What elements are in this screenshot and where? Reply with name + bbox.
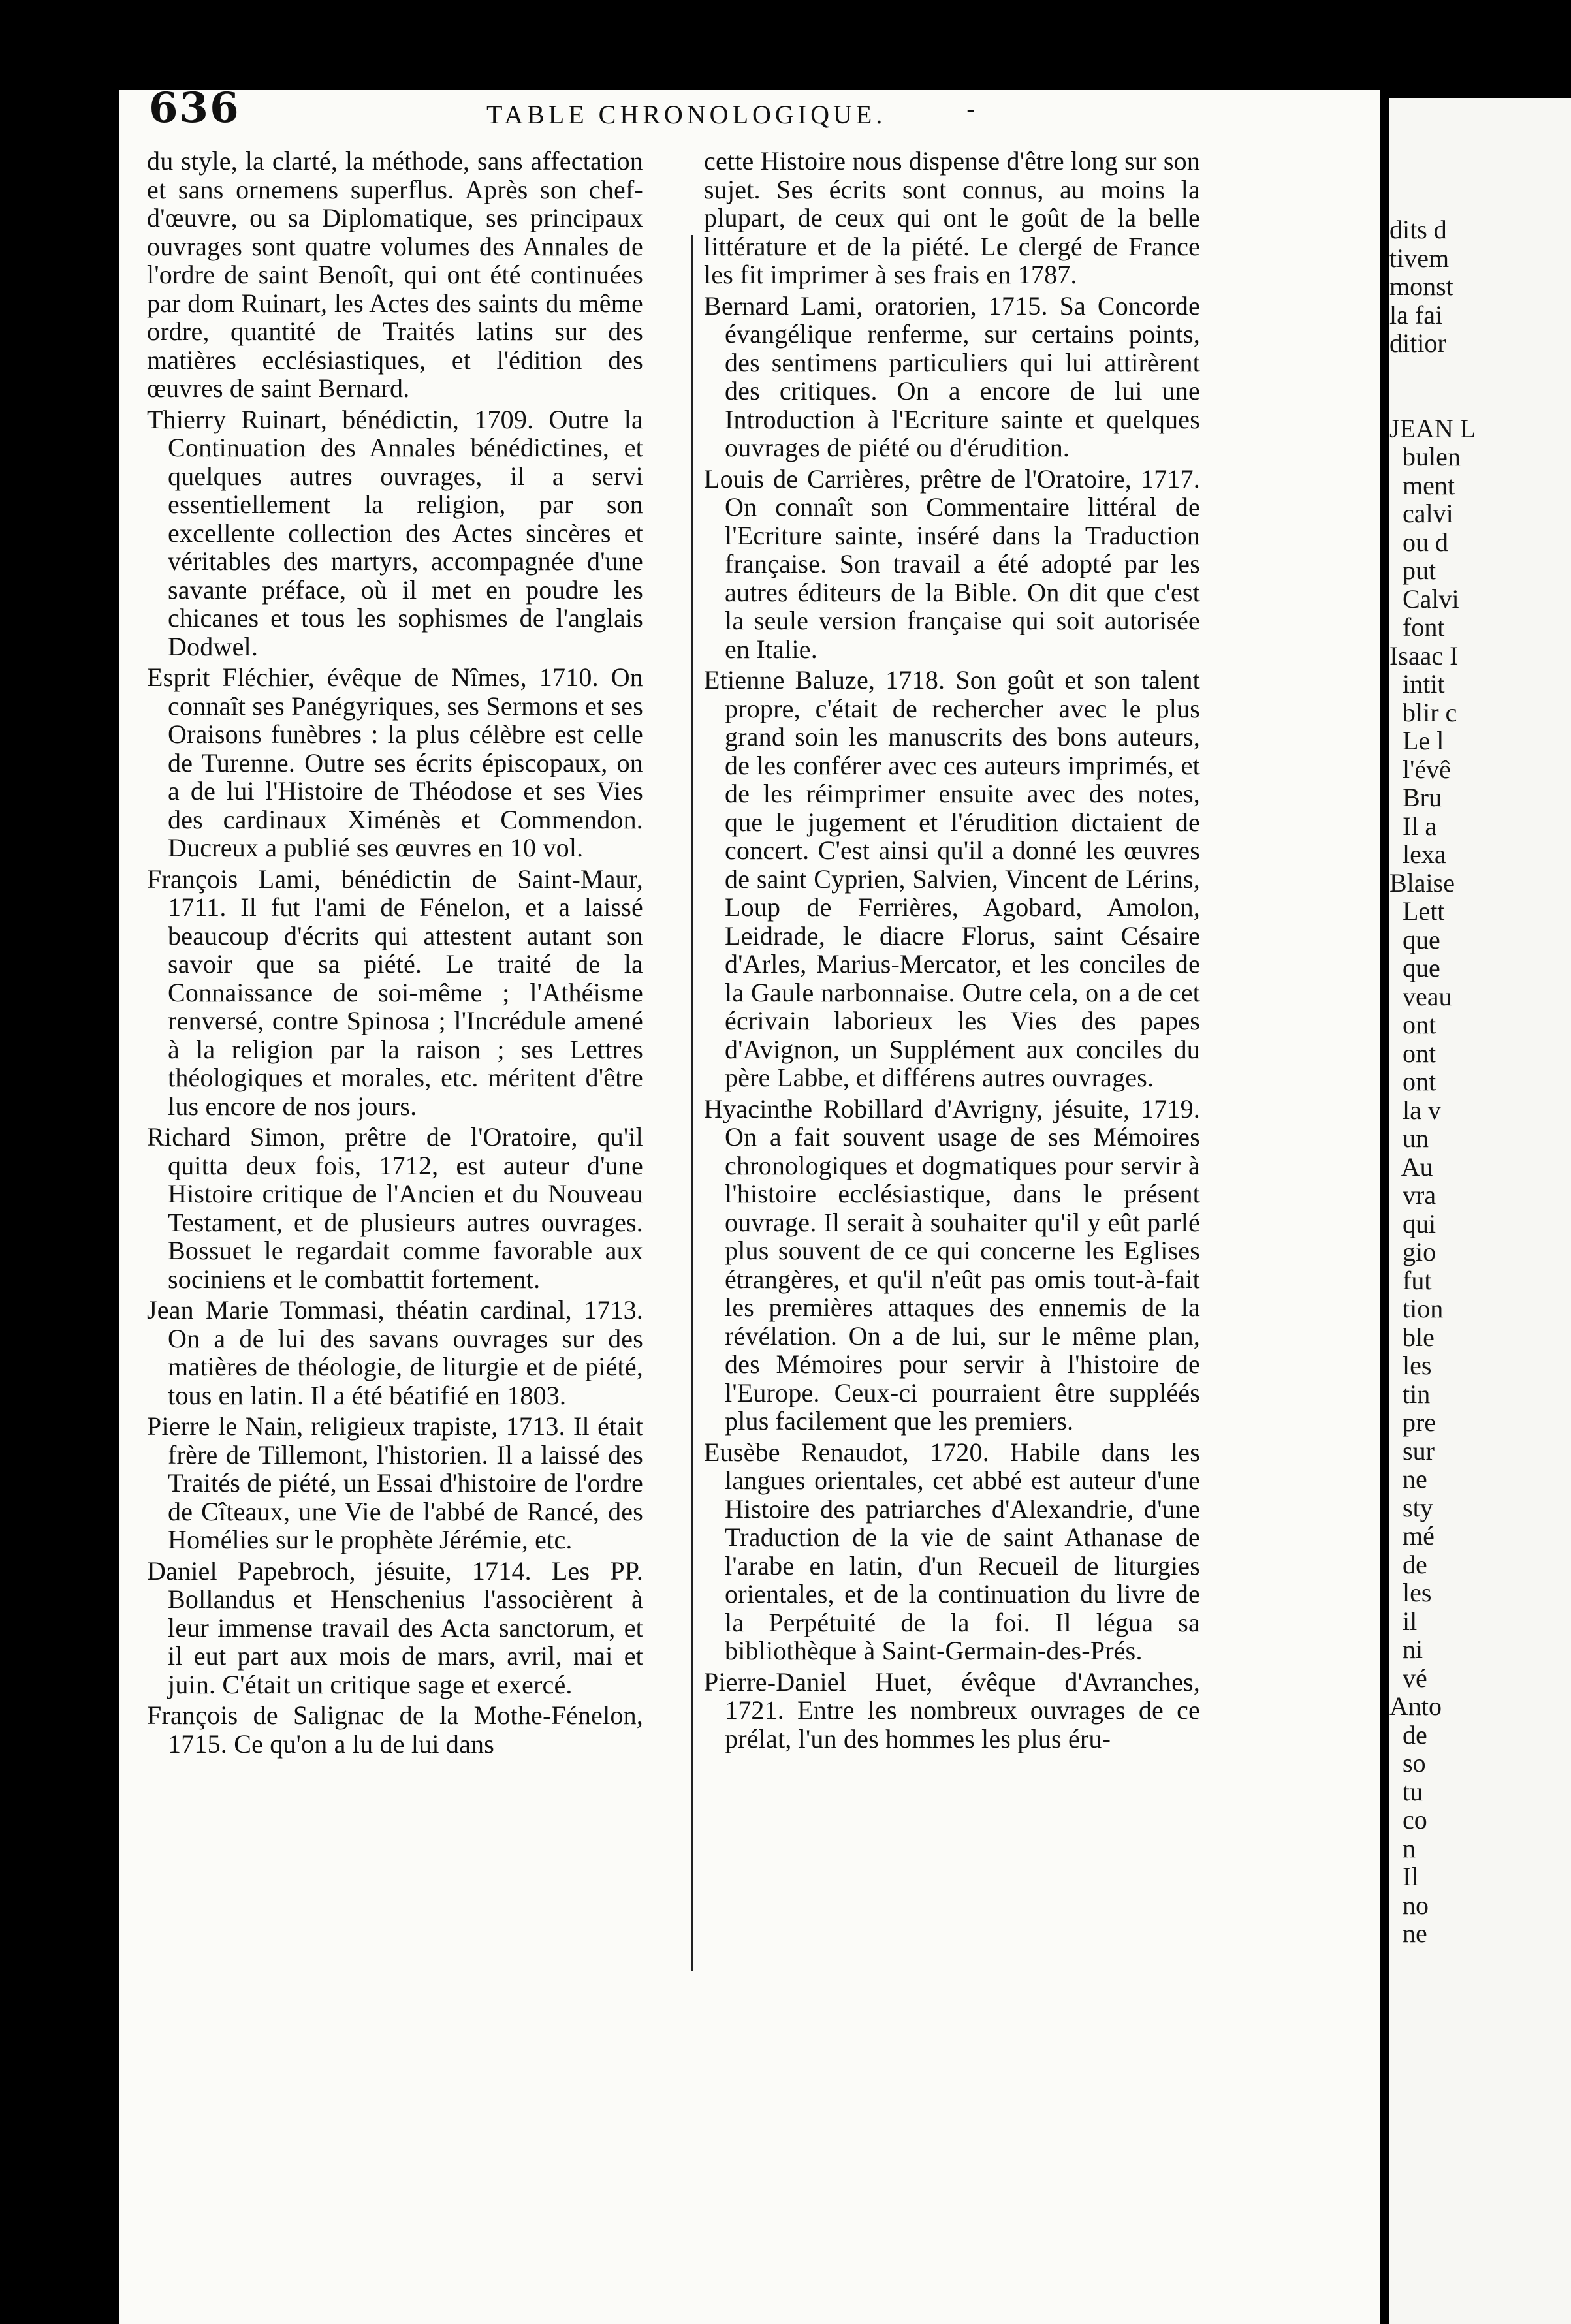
entry-jean-marie-tommasi: Jean Marie Tommasi, théatin cardinal, 1713. On a de lui des savans ouvrages sur des matières de théologie, de liturgie et de piété, tous en latin. Il a été béatifié en 1803. (147, 1295, 643, 1410)
entry-pierre-daniel-huet: Pierre-Daniel Huet, évêque d'Avranches, 1721. Entre les nombreux ouvrages de ce prélat, l'un des hommes les plus éru- (704, 1667, 1200, 1753)
adjacent-page-fragment (1389, 98, 1571, 2324)
entry-esprit-flechier: Esprit Fléchier, évêque de Nîmes, 1710. On connaît ses Panégyriques, ses Sermons et ses Oraisons funèbres : la plus célèbre est celle de Turenne. Outre ses écrits épiscopaux, on a de lui l'Histoire de Théodose et ses Vies des cardinaux Ximénès et Commendon. Ducreux a publié ses œuvres en 10 vol. (147, 663, 643, 862)
running-dash: - (966, 95, 976, 125)
entry-etienne-baluze: Etienne Baluze, 1718. Son goût et son talent propre, c'était de rechercher avec le plus grand soin les manuscrits des bons auteurs, de les conférer avec ces auteurs imprimés, et de les réimprimer ensuite avec des notes, que le jugement et l'érudition dictaient de concert. C'est ainsi qu'il a donné les œuvres de saint Cyprien, Salvien, Vincent de Lérins, Loup de Ferrières, Agobard, Amolon, Leidrade, le diacre Florus, saint Césaire d'Arles, Marius-Mercator, et les conciles de la Gaule narbonnaise. Outre cela, on a de cet écrivain laborieux les Vies des papes d'Avignon, un Supplément aux conciles du père Labbe, et différens autres ouvrages. (704, 665, 1200, 1092)
entry-eusebe-renaudot: Eusèbe Renaudot, 1720. Habile dans les langues orientales, cet abbé est auteur d'une Histoire des patriarches d'Alexandrie, d'une Traduction de la vie de saint Athanase de l'arabe en latin, d'un Recueil de liturgies orientales, et de la continuation du livre de la Perpétuité de la foi. Il légua sa bibliothèque à Saint-Germain-des-Prés. (704, 1437, 1200, 1665)
column-divider (691, 235, 693, 1971)
entry-francois-lami: François Lami, bénédictin de Saint-Maur, 1711. Il fut l'ami de Fénelon, et a laissé beaucoup d'écrits qui attestent autant son savoir que sa piété. Le traité de la Connaissance de soi-même ; l'Athéisme renversé, contre Spinosa ; l'Incrédule amené à la religion par la raison ; ses Lettres théologiques et morales, etc. méritent d'être lus encore de nos jours. (147, 864, 643, 1121)
page-number: 636 (149, 84, 240, 133)
right-text-column (704, 147, 1200, 2014)
entry-thierry-ruinart: Thierry Ruinart, bénédictin, 1709. Outre la Continuation des Annales bénédictines, et quelques autres ouvrages, il a servi essentiellement la religion, par son excellente collection des Actes sincères et véritables des martyrs, accompagnée d'une savante préface, où il met en poudre les chicanes et tous les sophismes de l'anglais Dodwel. (147, 404, 643, 661)
entry-pierre-le-nain: Pierre le Nain, religieux trapiste, 1713. Il était frère de Tillemont, l'historien. Il a laissé des Traités de piété, un Essai d'histoire de l'ordre de Cîteaux, une Vie de l'abbé de Rancé, des Homélies sur le prophète Jérémie, etc. (147, 1411, 643, 1554)
entry-louis-de-carrieres: Louis de Carrières, prêtre de l'Oratoire, 1717. On connaît son Commentaire littéral de l'Ecriture sainte, inséré dans la Traduction française. Son travail a été adopté par les autres éditeurs de la Bible. On dit que c'est la seule version française qui soit autorisée en Italie. (704, 463, 1200, 664)
entry-continuation: du style, la clarté, la méthode, sans affectation et sans ornemens superflus. Après son chef-d'œuvre, ou sa Diplomatique, ses principaux ouvrages sont quatre volumes des Annales de l'ordre de saint Benoît, qui ont été continuées par dom Ruinart, les Actes des saints du même ordre, quantité de Traités latins sur des matières ecclésiastiques, et l'édition des œuvres de saint Bernard. (147, 147, 643, 403)
adjacent-page-text: dits d tivem monst la fai ditior JEAN L bulen ment calvi ou d put Calvi font Isaac I intit blir c Le l l'évê Bru Il a lexa Blaise Lett que que veau ont ont ont la v un Au vra qui gio fut tion ble les tin pre sur ne sty mé de les il ni vé Anto de so tu co n Il no ne (1389, 215, 1476, 1948)
entry-bernard-lami: Bernard Lami, oratorien, 1715. Sa Concorde évangélique renferme, sur certains points, des sentimens particuliers qui lui attirèrent des critiques. On a encore de lui une Introduction à l'Ecriture sainte et quelques ouvrages de piété ou d'érudition. (704, 290, 1200, 462)
entry-francois-fenelon: François de Salignac de la Mothe-Fénelon, 1715. Ce qu'on a lu de lui dans (147, 1701, 643, 1759)
running-title: TABLE CHRONOLOGIQUE. (486, 100, 887, 129)
entry-continuation: cette Histoire nous dispense d'être long sur son sujet. Ses écrits sont connus, au moins la plupart, de ceux qui ont le goût de la belle littérature et de la piété. Le clergé de France les fit imprimer à ses frais en 1787. (704, 147, 1200, 289)
entry-hyacinthe-davrigny: Hyacinthe Robillard d'Avrigny, jésuite, 1719. On a fait souvent usage de ses Mémoires chronologiques et dogmatiques pour servir à l'histoire ecclésiastique, dans le présent ouvrage. Il serait à souhaiter qu'il y eût parlé plus souvent de ce qui concerne les Eglises étrangères, et qu'il n'eût pas omis tout-à-fait les premières attaques des ennemis de la révélation. On a de lui, sur le même plan, des Mémoires pour servir à l'histoire de l'Europe. Ceux-ci pourraient être suppléés plus facilement que les premiers. (704, 1093, 1200, 1436)
entry-daniel-papebroch: Daniel Papebroch, jésuite, 1714. Les PP. Bollandus et Henschenius l'associèrent à leur immense travail des Acta sanctorum, et il eut part aux mois de mars, avril, mai et juin. C'était un critique sage et exercé. (147, 1556, 643, 1699)
entry-richard-simon: Richard Simon, prêtre de l'Oratoire, qu'il quitta deux fois, 1712, est auteur d'une Histoire critique de l'Ancien et du Nouveau Testament, et de plusieurs autres ouvrages. Bossuet le regardait comme favorable aux sociniens et le combattit fortement. (147, 1122, 643, 1294)
left-text-column (147, 147, 643, 2014)
